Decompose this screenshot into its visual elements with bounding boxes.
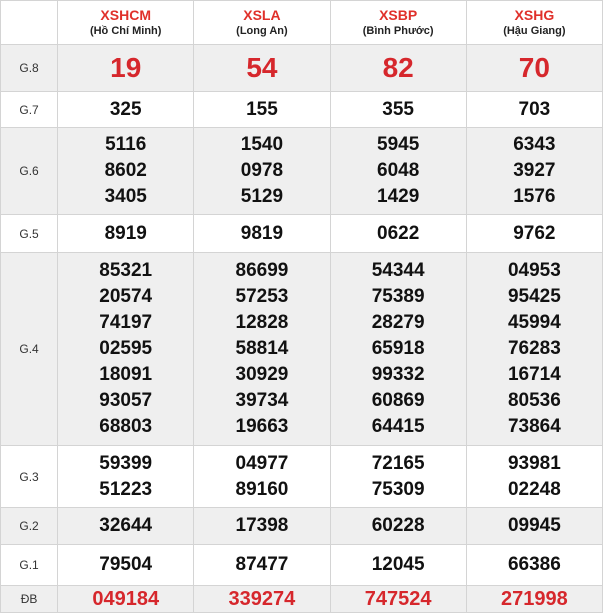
prize-number: 1540 — [240, 134, 284, 155]
prize-cell — [58, 92, 194, 128]
special-prize-number: 271998 — [501, 588, 568, 610]
prize-cell — [330, 545, 466, 586]
prize-number: 703 — [518, 98, 551, 120]
prize-number: 87477 — [235, 554, 289, 575]
prize-number: 79504 — [99, 554, 153, 575]
prize-cell — [466, 215, 602, 253]
prize-cell — [466, 446, 602, 508]
province-code[interactable]: XSHCM — [100, 7, 151, 23]
prize-label: ĐB — [1, 586, 58, 613]
province-header[interactable] — [194, 1, 330, 45]
prize-row — [1, 128, 603, 215]
prize-cell — [330, 586, 466, 613]
prize-row — [1, 92, 603, 128]
prize-number: 3927 — [513, 160, 556, 181]
prize-cell — [58, 128, 194, 215]
prize-number: 80536 — [507, 390, 561, 411]
prize-number: 39734 — [235, 390, 289, 411]
special-prize-number: 747524 — [364, 588, 432, 610]
special-prize-number: 339274 — [228, 588, 296, 610]
prize-number: 72165 — [371, 452, 425, 474]
prize-number: 59399 — [99, 452, 153, 474]
prize-number: 45994 — [507, 312, 561, 333]
prize-number: 19663 — [235, 416, 289, 437]
prize-number: 20574 — [99, 286, 153, 307]
prize-number: 09945 — [507, 515, 561, 536]
prize-number: 85321 — [99, 260, 153, 281]
prize-number: 68803 — [99, 416, 153, 437]
prize-number: 57253 — [235, 286, 289, 307]
prize-row — [1, 586, 603, 613]
prize-label: G.3 — [1, 446, 58, 508]
prize-cell — [194, 446, 330, 508]
prize-number: 93057 — [99, 390, 153, 411]
prize-cell — [58, 586, 194, 613]
province-name: (Bình Phước) — [362, 25, 434, 37]
prize-cell — [194, 545, 330, 586]
prize-label: G.1 — [1, 545, 58, 586]
prize-number: 19 — [110, 52, 142, 83]
prize-number: 6343 — [513, 134, 556, 155]
prize-cell — [194, 128, 330, 215]
prize-number: 0978 — [240, 160, 284, 181]
prize-number: 6048 — [377, 160, 420, 181]
prize-cell — [466, 545, 602, 586]
prize-number: 70 — [518, 52, 550, 83]
prize-number: 99332 — [371, 364, 425, 385]
prize-cell — [194, 92, 330, 128]
prize-cell — [466, 128, 602, 215]
prize-row — [1, 253, 603, 446]
prize-number: 60869 — [371, 390, 425, 411]
prize-row — [1, 508, 603, 545]
prize-number: 5129 — [240, 186, 284, 207]
prize-number: 64415 — [371, 416, 425, 437]
prize-cell — [466, 586, 602, 613]
prize-cell — [466, 253, 602, 446]
prize-number: 65918 — [371, 338, 425, 359]
prize-cell — [466, 45, 602, 92]
prize-cell — [330, 45, 466, 92]
prize-number: 8602 — [104, 160, 147, 181]
prize-cell — [466, 508, 602, 545]
province-code[interactable]: XSHG — [514, 7, 555, 23]
prize-number: 1429 — [377, 186, 420, 207]
prize-cell — [330, 215, 466, 253]
prize-cell — [330, 508, 466, 545]
prize-cell — [330, 128, 466, 215]
prize-cell — [330, 253, 466, 446]
prize-label: G.2 — [1, 508, 58, 545]
province-code[interactable]: XSBP — [379, 7, 418, 23]
prize-cell — [58, 545, 194, 586]
prize-cell — [58, 45, 194, 92]
prize-number: 12045 — [371, 554, 425, 575]
special-prize-number: 049184 — [92, 588, 160, 610]
prize-number: 32644 — [99, 515, 153, 536]
prize-number: 58814 — [235, 338, 289, 359]
prize-number: 73864 — [507, 416, 561, 437]
prize-number: 89160 — [235, 478, 289, 500]
prize-label: G.6 — [1, 128, 58, 215]
prize-number: 04977 — [235, 452, 289, 474]
prize-number: 76283 — [507, 338, 561, 359]
prize-number: 355 — [382, 98, 414, 120]
prize-number: 9762 — [513, 222, 556, 244]
prize-number: 82 — [382, 52, 414, 83]
prize-cell — [330, 92, 466, 128]
province-code[interactable]: XSLA — [243, 7, 281, 23]
prize-cell — [194, 508, 330, 545]
prize-cell — [194, 586, 330, 613]
prize-rows — [1, 45, 603, 613]
prize-number: 02595 — [99, 338, 153, 359]
prize-number: 17398 — [235, 515, 289, 536]
prize-number: 5116 — [105, 134, 147, 155]
prize-row — [1, 446, 603, 508]
prize-number: 74197 — [99, 312, 153, 333]
prize-number: 8919 — [104, 222, 147, 244]
prize-number: 12828 — [235, 312, 289, 333]
prize-cell — [58, 215, 194, 253]
prize-number: 75389 — [371, 286, 425, 307]
prize-cell — [194, 215, 330, 253]
province-header[interactable] — [330, 1, 466, 45]
prize-row — [1, 45, 603, 92]
prize-number: 60228 — [371, 515, 425, 536]
prize-number: 51223 — [99, 478, 153, 500]
prize-number: 30929 — [235, 364, 289, 385]
prize-cell — [58, 446, 194, 508]
prize-number: 86699 — [235, 260, 289, 281]
province-name: (Hậu Giang) — [503, 25, 566, 37]
prize-number: 16714 — [507, 364, 561, 385]
prize-number: 9819 — [240, 222, 284, 244]
prize-number: 02248 — [507, 478, 561, 500]
prize-number: 155 — [246, 98, 278, 120]
prize-cell — [58, 508, 194, 545]
province-name: (Hồ Chí Minh) — [89, 25, 162, 37]
prize-row — [1, 545, 603, 586]
header-corner — [1, 1, 58, 45]
prize-label: G.8 — [1, 45, 58, 92]
prize-number: 325 — [109, 98, 142, 120]
prize-number: 0622 — [377, 222, 420, 244]
prize-number: 5945 — [377, 134, 420, 155]
prize-number: 95425 — [507, 286, 561, 307]
prize-number: 75309 — [371, 478, 425, 500]
province-header[interactable] — [58, 1, 194, 45]
prize-number: 1576 — [513, 186, 556, 207]
prize-number: 3405 — [104, 186, 147, 207]
province-header[interactable] — [466, 1, 602, 45]
prize-label: G.4 — [1, 253, 58, 446]
prize-cell — [466, 92, 602, 128]
prize-number: 28279 — [371, 312, 425, 333]
province-name: (Long An) — [236, 25, 288, 37]
prize-cell — [194, 45, 330, 92]
prize-cell — [58, 253, 194, 446]
prize-row — [1, 215, 603, 253]
prize-number: 18091 — [99, 364, 153, 385]
prize-cell — [194, 253, 330, 446]
prize-cell — [330, 446, 466, 508]
prize-label: G.7 — [1, 92, 58, 128]
prize-number: 54 — [246, 52, 278, 83]
prize-number: 04953 — [507, 260, 561, 281]
prize-number: 54344 — [371, 260, 425, 281]
prize-number: 66386 — [507, 554, 561, 575]
prize-label: G.5 — [1, 215, 58, 253]
prize-number: 93981 — [507, 452, 561, 474]
